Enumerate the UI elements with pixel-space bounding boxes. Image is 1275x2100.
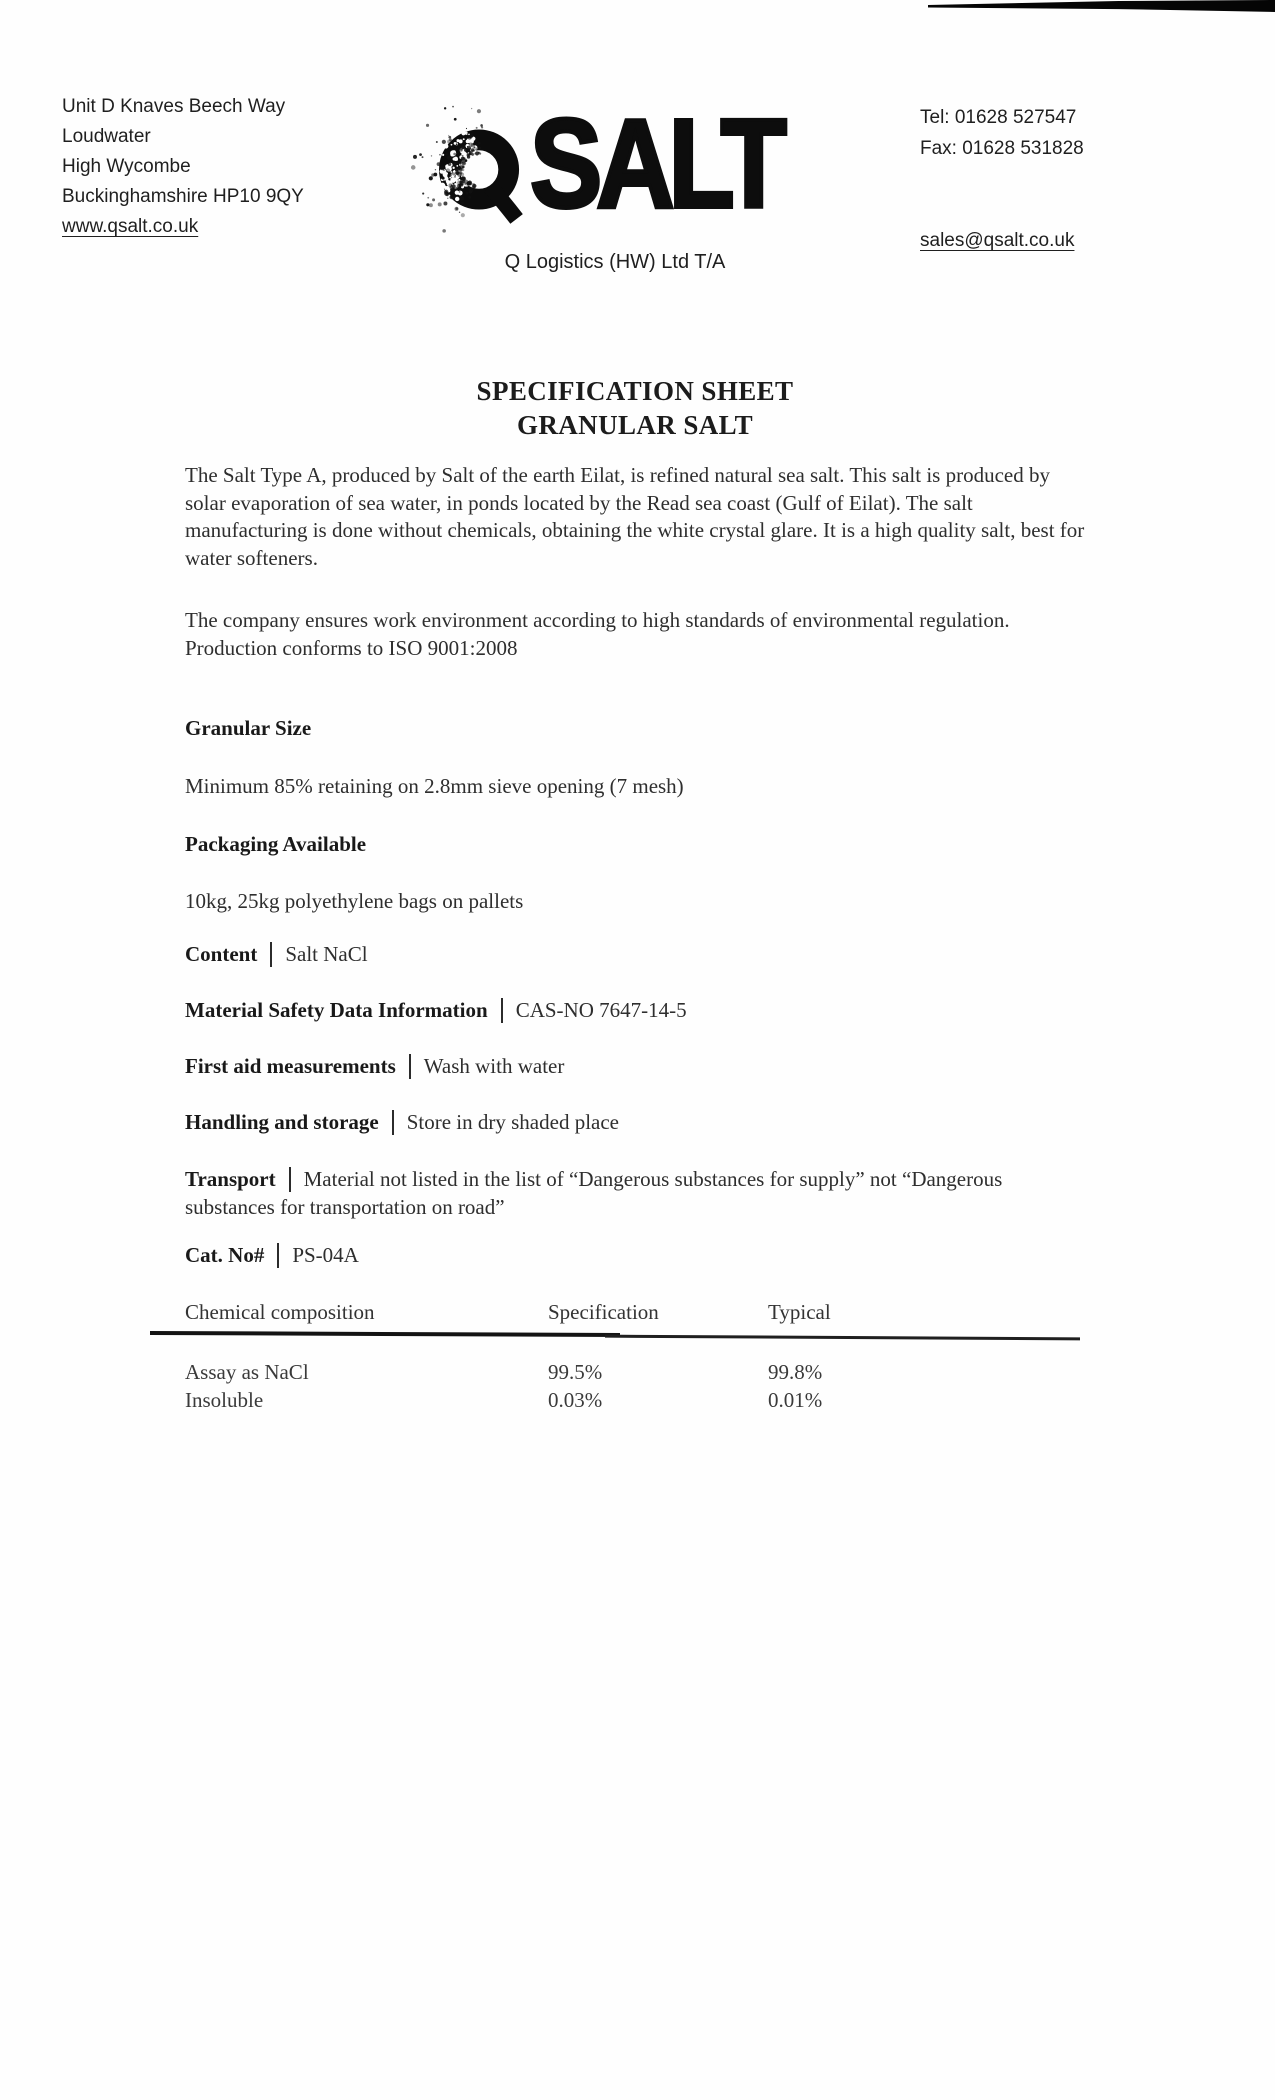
row-typical: 99.8% — [768, 1360, 823, 1384]
content-label: Content — [185, 942, 258, 966]
separator-bar — [270, 942, 272, 967]
fax-line: Fax: 01628 531828 — [920, 138, 1084, 159]
table-row — [185, 1360, 1085, 1385]
handling-label: Handling and storage — [185, 1110, 379, 1134]
content-value: Salt NaCl — [285, 942, 368, 966]
msds-label: Material Safety Data Information — [185, 998, 488, 1022]
environment-line: The company ensures work environment according to high standards of environmental regulation. — [185, 608, 1010, 632]
transport-label: Transport — [185, 1167, 276, 1191]
handling-row — [185, 1110, 619, 1135]
cat-no-label: Cat. No# — [185, 1243, 265, 1267]
address-line: High Wycombe — [62, 156, 191, 177]
granular-size-text: Minimum 85% retaining on 2.8mm sieve opening (7 mesh) — [185, 774, 684, 798]
logo-tagline: Q Logistics (HW) Ltd T/A — [504, 251, 726, 273]
separator-bar — [289, 1167, 291, 1192]
row-name: Insoluble — [185, 1388, 264, 1412]
email-block — [920, 230, 1074, 252]
tel-line: Tel: 01628 527547 — [920, 107, 1077, 128]
website-link[interactable]: www.qsalt.co.uk — [62, 216, 199, 237]
address-line: Unit D Knaves Beech Way — [62, 96, 286, 117]
company-address-block — [62, 92, 304, 242]
iso-line: Production conforms to ISO 9001:2008 — [185, 635, 518, 660]
qsalt-logo-wordmark: SALT — [530, 93, 781, 234]
separator-bar — [501, 998, 503, 1023]
row-specification: 0.03% — [548, 1388, 603, 1412]
separator-bar — [392, 1110, 394, 1135]
column-header-typical: Typical — [768, 1300, 831, 1324]
packaging-heading: Packaging Available — [185, 832, 367, 856]
title-line-2: GRANULAR SALT — [516, 410, 753, 440]
scan-artifact-bar — [928, 0, 1275, 13]
granular-size-heading: Granular Size — [185, 716, 312, 740]
separator-bar — [409, 1054, 411, 1079]
environment-paragraph — [185, 607, 1090, 662]
document-title — [185, 374, 1085, 442]
msds-value: CAS-NO 7647-14-5 — [515, 998, 687, 1022]
table-row — [185, 1388, 1085, 1413]
separator-bar — [277, 1243, 279, 1268]
column-header-chemical-composition: Chemical composition — [185, 1300, 375, 1324]
transport-value: Material not listed in the list of “Dangerous substances for supply” not “Dangerous substances for transportation on road” — [185, 1167, 1003, 1219]
first-aid-row — [185, 1054, 564, 1079]
row-specification: 99.5% — [548, 1360, 603, 1384]
transport-row — [185, 1165, 1035, 1221]
intro-paragraph: The Salt Type A, produced by Salt of the earth Eilat, is refined natural sea salt. This salt is produced by solar evaporation of sea water, in ponds located by the Read sea coast (Gulf of Eilat). The salt manufacturing is done without chemicals, obtaining the white crystal glare. It is a high quality salt, best for water softeners. — [185, 463, 1085, 570]
handling-value: Store in dry shaded place — [406, 1110, 619, 1134]
first-aid-label: First aid measurements — [185, 1054, 396, 1078]
email-link[interactable]: sales@qsalt.co.uk — [920, 230, 1075, 251]
first-aid-value: Wash with water — [423, 1054, 565, 1078]
cat-no-value: PS-04A — [292, 1243, 359, 1267]
address-line: Buckinghamshire HP10 9QY — [62, 186, 304, 207]
table-header-rule — [150, 1331, 620, 1337]
title-line-1: SPECIFICATION SHEET — [476, 376, 794, 406]
content-row — [185, 942, 368, 967]
row-name: Assay as NaCl — [185, 1360, 309, 1384]
contact-block — [920, 102, 1084, 164]
address-line: Loudwater — [62, 126, 151, 147]
column-header-specification: Specification — [548, 1300, 659, 1324]
table-header-rule — [605, 1335, 1080, 1340]
msds-row — [185, 998, 687, 1023]
packaging-text: 10kg, 25kg polyethylene bags on pallets — [185, 889, 524, 913]
table-header-row — [185, 1300, 1085, 1325]
row-typical: 0.01% — [768, 1388, 823, 1412]
cat-no-row — [185, 1243, 359, 1268]
